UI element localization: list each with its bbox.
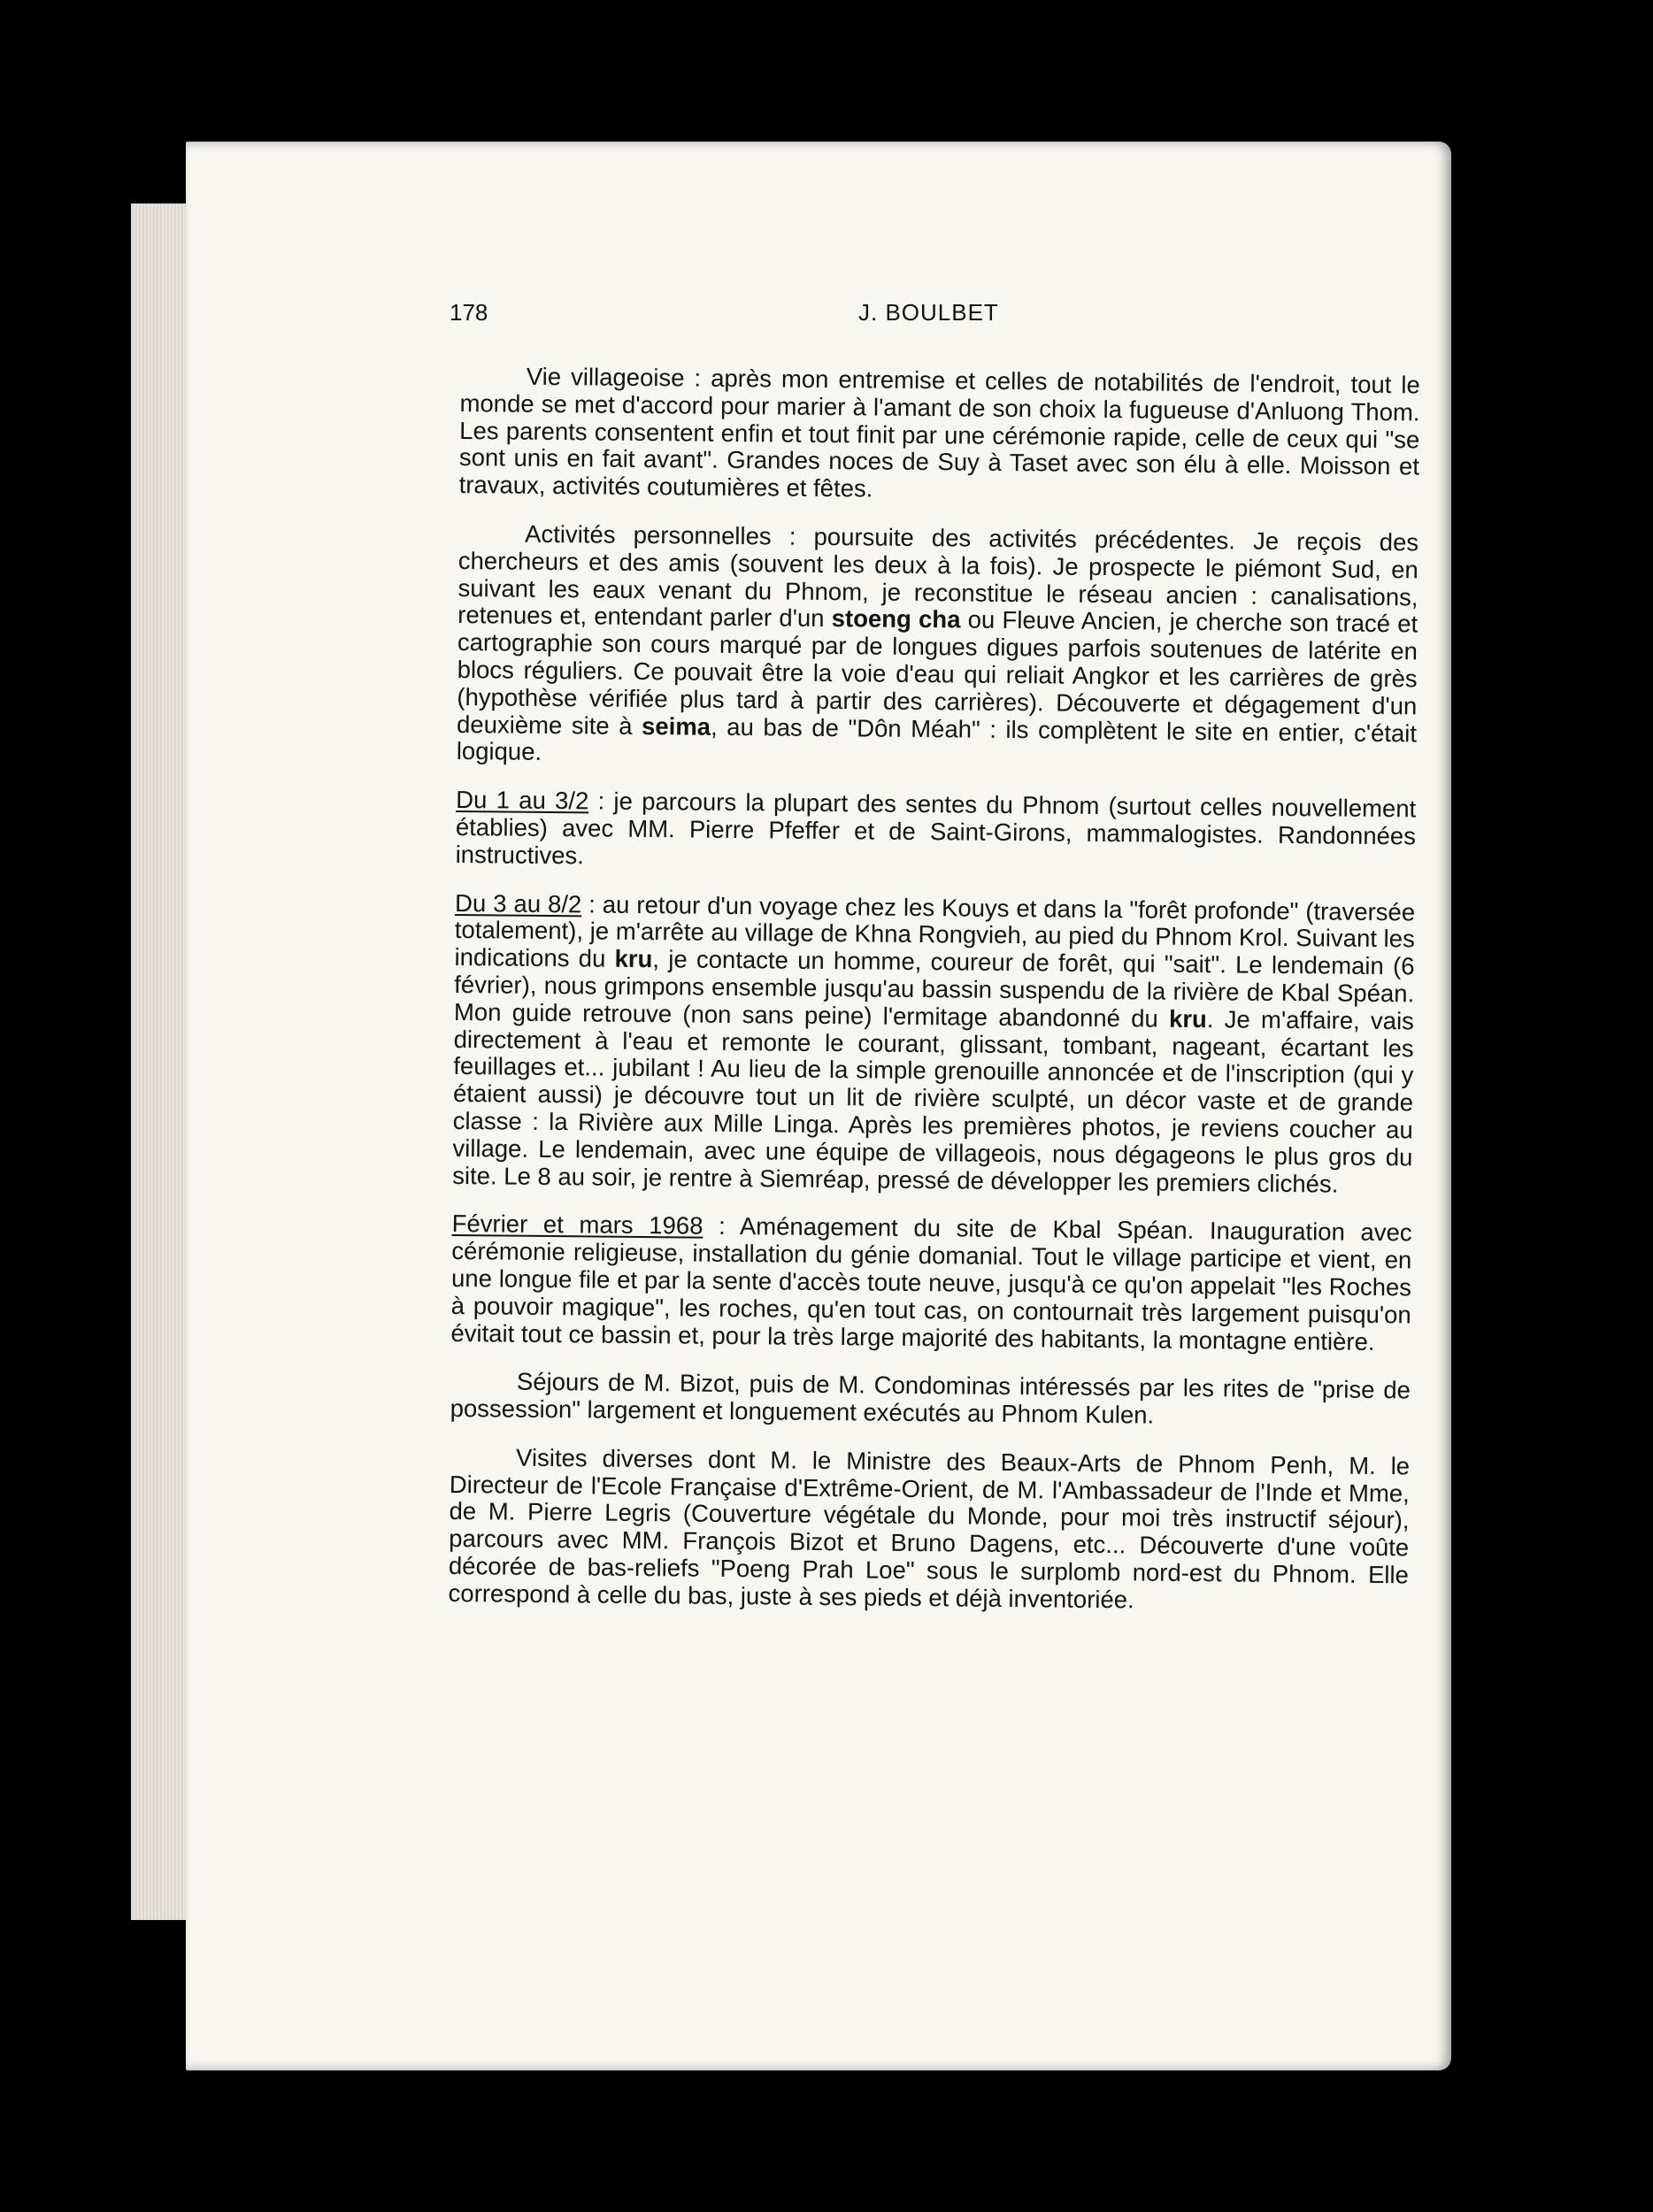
paragraph: [448, 1444, 1410, 1617]
body-text: [448, 363, 1420, 1638]
bold-term: stoeng cha: [831, 604, 961, 634]
text-run: . Je m'affaire, vais directement à l'eau et remonte le courant, glissant, tombant, nageant, écartant les feuillages et... jubilant ! Au lieu de la simple grenouille annoncée et de l'inscription (qui y étaient aussi) je découvre tout un lit de rivière sculpté, un décor vaste et de grande classe : la Rivière aux Mille Linga. Après les premières photos, je reviens coucher au village. Le lendemain, avec une équipe de villageois, nous dégageons le plus gros du site. Le 8 au soir, je rentre à Siemréap, pressé de développer les premiers clichés.: [452, 1004, 1415, 1198]
paragraph: [457, 520, 1419, 775]
paragraph: [456, 787, 1417, 878]
bold-term: kru: [614, 944, 653, 973]
running-header: [450, 299, 1423, 334]
bold-term: kru: [1168, 1004, 1207, 1033]
paragraph: [459, 363, 1420, 508]
text-run: , au bas de "Dôn Méah" : ils complètent le site en entier, c'était logique.: [456, 712, 1418, 766]
bold-term: seima: [641, 711, 711, 741]
paragraph: [450, 1210, 1411, 1356]
page-number: 178: [450, 299, 488, 326]
paragraph: [450, 1368, 1411, 1432]
text-run: Vie villageoise : après mon entremise et celles de notabilités de l'endroit, tout le monde se met d'accord pour marier à l'amant de son choix la fugueuse d'Anluong Thom. Les parents consentent enfin et tout finit par une cérémonie rapide, celle de ceux qui "se sont unis en fait avant". Grandes noces de Suy à Taset avec son élu à elle. Moisson et travaux, activités coutumières et fêtes.: [458, 362, 1420, 503]
text-run: Visites diverses dont M. le Ministre des Beaux-Arts de Phnom Penh, M. le Directeur de l'Ecole Française d'Extrême-Orient, de M. l'Ambassadeur de l'Inde et Mme, de M. Pierre Legris (Couverture végétale du Monde, pour moi très instructif séjour), parcours avec MM. François Bizot et Bruno Dagens, etc... Découverte d'une voûte décorée de bas-reliefs "Poeng Prah Loe" sous le surplomb nord-est du Phnom. Elle correspond à celle du bas, juste à ses pieds et déjà inventoriée.: [448, 1443, 1411, 1614]
date-heading: Du 1 au 3/2: [456, 786, 589, 815]
date-heading: Février et mars 1968: [451, 1210, 703, 1240]
text-run: : je parcours la plupart des sentes du Phnom (surtout celles nouvellement établies) avec MM. Pierre Pfeffer et de Saint-Girons, mammalogistes. Randonnées instructives.: [455, 787, 1417, 870]
text-run: Activités personnelles : poursuite des activités précédentes. Je reçois des chercheurs et des amis (souvent les deux à la fois). Je prospecte le piémont Sud, en suivant les eaux venant du Phnom, je reconstitue le réseau ancien : canalisations, retenues et, entendant parler d'un: [457, 519, 1419, 633]
paragraph: [452, 890, 1415, 1199]
running-head-author: J. BOULBET: [858, 299, 999, 326]
text-run: : Aménagement du site de Kbal Spéan. Inauguration avec cérémonie religieuse, installation du génie domanial. Tout le village participe et vient, en une longue file et par la sente d'accès toute neuve, jusqu'à ce qu'on appelait "les Roches à pouvoir magique", les roches, qu'en tout cas, on contournait très largement puisqu'on évitait tout ce bassin et, pour la très large majorité des habitants, la montagne entière.: [450, 1211, 1412, 1356]
text-run: , je contacte un homme, coureur de forêt, qui "sait". Le lendemain (6 février), nous grimpons ensemble jusqu'au bassin suspendu de la rivière de Kbal Spéan. Mon guide retrouve (non sans peine) l'ermitage abandonné du: [453, 945, 1415, 1033]
date-heading: Du 3 au 8/2: [454, 888, 582, 918]
text-run: Séjours de M. Bizot, puis de M. Condominas intéressés par les rites de "prise de possession" largement et longuement exécutés au Phnom Kulen.: [450, 1367, 1411, 1429]
text-run: ou Fleuve Ancien, je cherche son tracé et cartographie son cours marqué par de longues digues parfois soutenues de latérite en blocs réguliers. Ce pouvait être la voie d'eau qui reliait Angkor et les carrières de grès (hypothèse vérifiée plus tard à partir des carrières). Découverte et dégagement d'un deuxième site à: [456, 605, 1419, 740]
text-run: : au retour d'un voyage chez les Kouys et dans la "forêt profonde" (traversée totalement), je m'arrête au village de Khna Rongvieh, au pied du Phnom Krol. Suivant les indications du: [454, 889, 1416, 972]
